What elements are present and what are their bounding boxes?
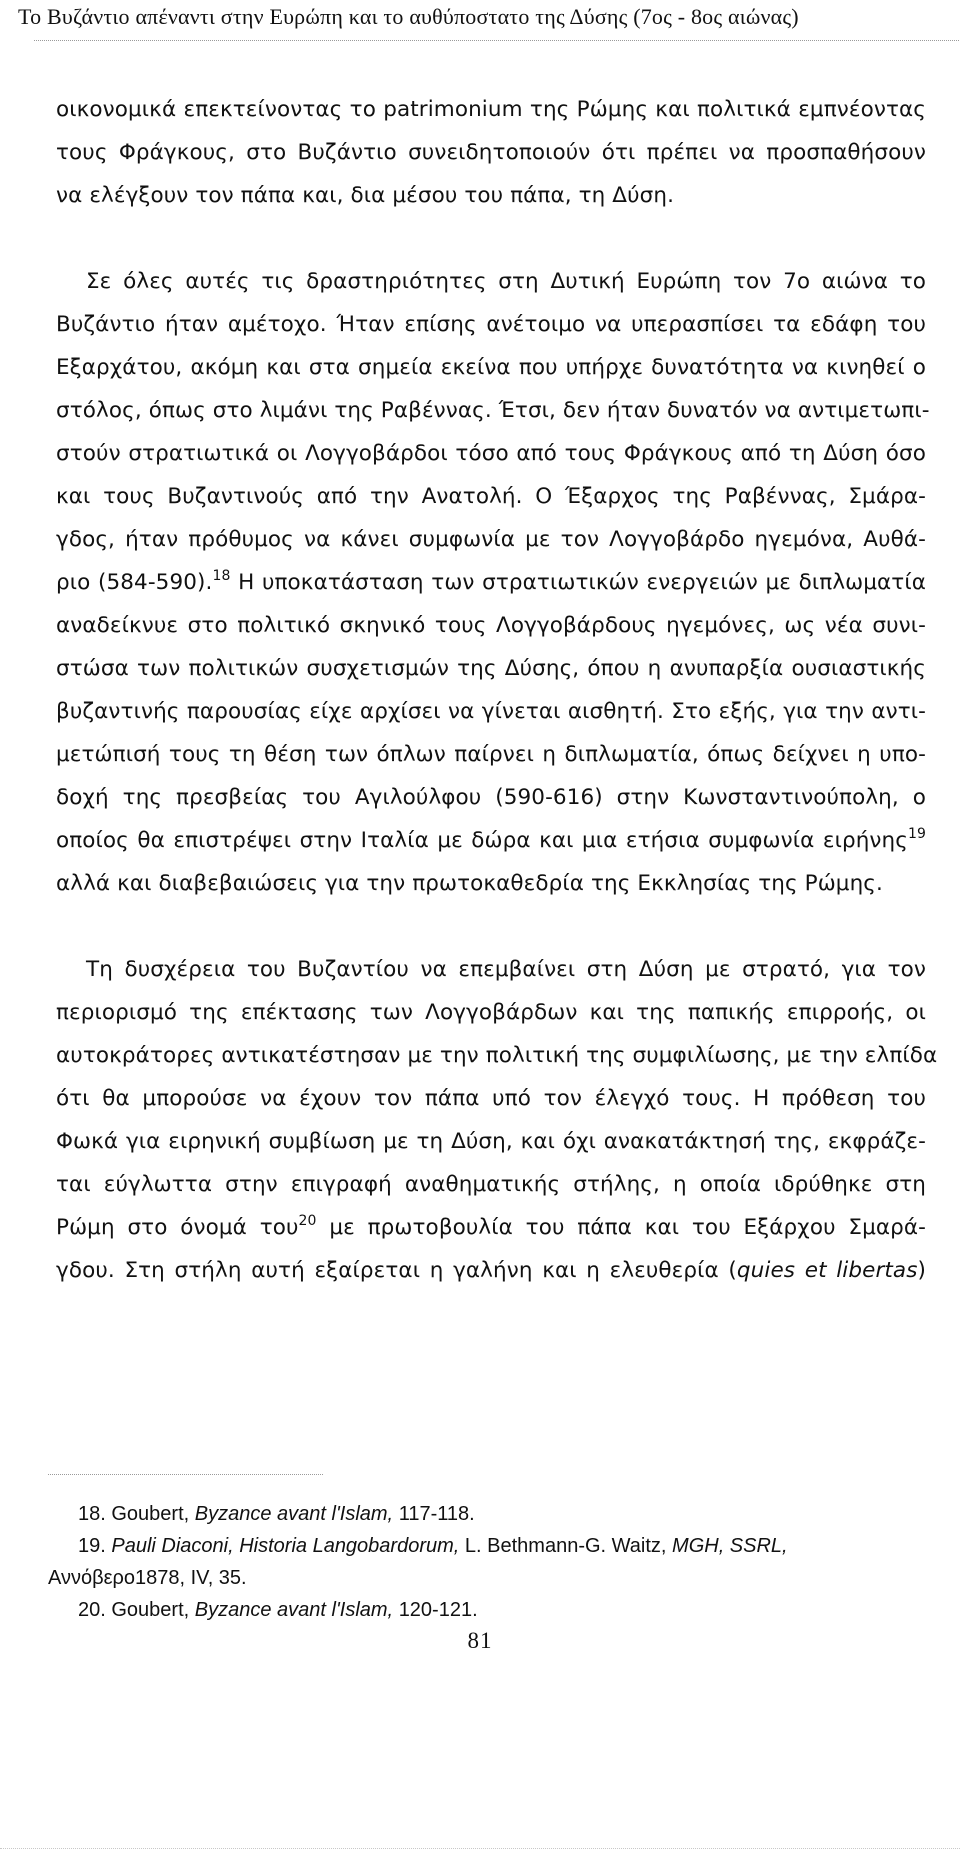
footnote-title: Pauli Diaconi, Historia Langobardorum, bbox=[111, 1535, 460, 1557]
text-line bbox=[56, 819, 926, 862]
text-line bbox=[56, 1249, 926, 1292]
footnote-number: 18. bbox=[78, 1503, 106, 1525]
text-line: βυζαντινής παρουσίας είχε αρχίσει να γίνεται αισθητή. Στο εξής, για την αντι- bbox=[56, 699, 926, 724]
text-line bbox=[56, 1206, 926, 1249]
text-line: Σε όλες αυτές τις δραστηριότητες στη Δυτική Ευρώπη τον 7ο αιώνα το bbox=[86, 269, 926, 294]
running-head bbox=[0, 4, 960, 30]
footnote-author: Goubert, bbox=[111, 1599, 190, 1621]
text-line: μετώπισή τους τη θέση των όπλων παίρνει η διπλωματία, όπως δείχνει η υπο- bbox=[56, 742, 926, 767]
text-line: Βυζάντιο ήταν αμέτοχο. Ήταν επίσης ανέτοιμο να υπερασπίσει τα εδάφη του bbox=[56, 312, 926, 337]
text-segment: γδου. Στη στήλη αυτή εξαίρεται η γαλήνη και η ελευθερία ( bbox=[56, 1258, 737, 1283]
page-number: 81 bbox=[467, 1628, 493, 1653]
text-line: τους Φράγκους, στο Βυζάντιο συνειδητοποιούν ότι πρέπει να προσπαθήσουν bbox=[56, 140, 926, 165]
text-line: αλλά και διαβεβαιώσεις για την πρωτοκαθεδρία της Εκκλησίας της Ρώμης. bbox=[56, 871, 883, 896]
text-line: δοχή της πρεσβείας του Αγιλούλφου (590-616) στην Κωνσταντινούπολη, ο bbox=[56, 785, 926, 810]
footnote-19-continued: Αννόβερο1878, IV, 35. bbox=[48, 1567, 247, 1589]
footnotes bbox=[48, 1498, 928, 1626]
text-line: στόλος, όπως στο λιμάνι της Ραβέννας. Έτσι, δεν ήταν δυνατόν να αντιμετωπι- bbox=[56, 398, 930, 423]
text-line: Τη δυσχέρεια του Βυζαντίου να επεμβαίνει στη Δύση με στρατό, για τον bbox=[86, 957, 926, 982]
footnote-ref-19[interactable]: 19 bbox=[907, 826, 926, 842]
text-line: να ελέγξουν τον πάπα και, δια μέσου του πάπα, τη Δύση. bbox=[56, 183, 675, 208]
text-line: Εξαρχάτου, ακόμη και στα σημεία εκείνα που υπήρχε δυνατότητα να κινηθεί ο bbox=[56, 355, 926, 380]
text-segment: Ρώμη στο όνομά του bbox=[56, 1215, 299, 1240]
paragraph-gap bbox=[56, 905, 926, 948]
text-segment: Η υποκατάσταση των στρατιωτικών ενεργειών με διπλωματία bbox=[238, 570, 926, 595]
footnote-author: Goubert, bbox=[111, 1503, 190, 1525]
footnote-number: 19. bbox=[78, 1535, 106, 1557]
text-line: Φωκά για ειρηνική συμβίωση με τη Δύση, και όχι ανακατάκτησή της, εκφράζε- bbox=[56, 1129, 926, 1154]
text-segment: ριο (584-590). bbox=[56, 570, 213, 595]
footnote-editors: L. Bethmann-G. Waitz, bbox=[464, 1535, 667, 1557]
footnote-title: Byzance avant l'Islam, bbox=[194, 1599, 394, 1621]
footnote-series: MGH, SSRL, bbox=[672, 1535, 788, 1557]
text-line: γδος, ήταν πρόθυμος να κάνει συμφωνία με τον Λογγοβάρδο ηγεμόνα, Αυθά- bbox=[56, 527, 926, 552]
latin-phrase: quies et libertas bbox=[736, 1258, 918, 1283]
text-line: στούν στρατιωτικά οι Λογγοβάρδοι τόσο από τους Φράγκους από τη Δύση όσο bbox=[56, 441, 926, 466]
footnote-19 bbox=[48, 1530, 928, 1562]
footnote-18 bbox=[48, 1498, 928, 1530]
text-line: οικονομικά επεκτείνοντας το patrimonium της Ρώμης και πολιτικά εμπνέοντας bbox=[56, 97, 926, 122]
footnote-pages: 117-118. bbox=[398, 1503, 475, 1525]
text-line: ται εύγλωττα στην επιγραφή αναθηματικής στήλης, η οποία ιδρύθηκε στη bbox=[56, 1172, 926, 1197]
footnote-20 bbox=[48, 1594, 928, 1626]
text-line: ότι θα μπορούσε να έχουν τον πάπα υπό τον έλεγχό τους. Η πρόθεση του bbox=[56, 1086, 926, 1111]
text-segment: οποίος θα επιστρέψει στην Ιταλία με δώρα και μια ετήσια συμφωνία ειρήνης bbox=[56, 828, 908, 853]
text-line: στώσα των πολιτικών συσχετισμών της Δύσης, όπου η ανυπαρξία ουσιαστικής bbox=[56, 656, 926, 681]
footnote-divider bbox=[48, 1474, 323, 1475]
text-line: αναδείκνυε στο πολιτικό σκηνικό τους Λογγοβάρδους ηγεμόνες, ως νέα συνι- bbox=[56, 613, 926, 638]
text-line bbox=[56, 561, 926, 604]
text-line: αυτοκράτορες αντικατέστησαν με την πολιτική της συμφιλίωσης, με την ελπίδα bbox=[56, 1043, 938, 1068]
header-divider bbox=[34, 40, 959, 41]
paragraph-gap bbox=[56, 217, 926, 260]
footnote-ref-20[interactable]: 20 bbox=[298, 1213, 317, 1229]
text-segment: ) bbox=[917, 1258, 927, 1283]
footnote-ref-18[interactable]: 18 bbox=[212, 568, 231, 584]
running-head-title: Το Βυζάντιο απέναντι στην Ευρώπη και το αυθύποστατο της Δύσης (7ος - 8ος αιώνας) bbox=[18, 4, 799, 29]
main-text bbox=[56, 88, 938, 1292]
text-line: περιορισμό της επέκτασης των Λογγοβάρδων και της παπικής επιρροής, οι bbox=[56, 1000, 926, 1025]
footnote-pages: 120-121. bbox=[398, 1599, 478, 1621]
text-line: και τους Βυζαντινούς από την Ανατολή. Ο Έξαρχος της Ραβέννας, Σμάρα- bbox=[56, 484, 926, 509]
text-segment: με πρωτοβουλία του πάπα και του Εξάρχου Σμαρά- bbox=[329, 1215, 926, 1240]
footnote-title: Byzance avant l'Islam, bbox=[194, 1503, 394, 1525]
footnote-number: 20. bbox=[78, 1599, 106, 1621]
scan-edge bbox=[0, 1848, 960, 1849]
